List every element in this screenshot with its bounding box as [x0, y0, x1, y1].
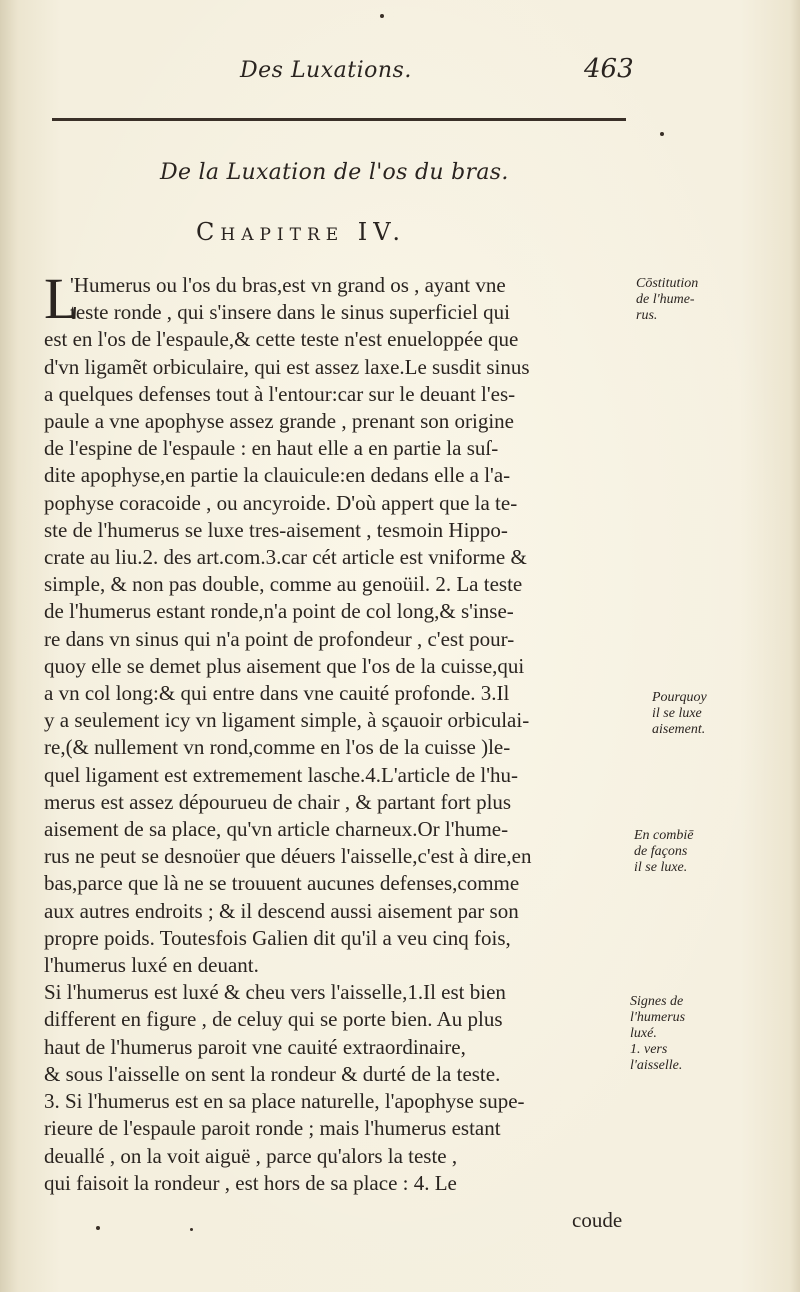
text-line: d'vn ligamẽt orbiculaire, qui est assez laxe.Le susdit sinus	[44, 354, 530, 379]
text-line: a vn col long:& qui entre dans vne cauité profonde. 3.Il	[44, 681, 510, 706]
text-line: pophyse coracoide , ou ancyroide. D'où appert que la te-	[44, 490, 518, 515]
text-line: aux autres endroits ; & il descend aussi aisement par son	[44, 898, 519, 923]
margin-note-line: Cōstitution	[636, 276, 699, 291]
text-line: rus ne peut se desnoüer que déuers l'aisselle,c'est à dire,en	[44, 844, 532, 869]
page-number: 463	[584, 54, 634, 84]
chapter-heading: Chapitre IV.	[196, 218, 407, 246]
text-line: Si l'humerus est luxé & cheu vers l'aisselle,1.Il est bien	[44, 980, 506, 1005]
text-line: qui faisoit la rondeur , est hors de sa place : 4. Le	[44, 1170, 457, 1195]
text-line: bas,parce que là ne se trouuent aucunes defenses,comme	[44, 871, 520, 896]
text-line: propre poids. Toutesfois Galien dit qu'il a veu cinq fois,	[44, 925, 511, 950]
margin-note-line: l'aisselle.	[630, 1058, 683, 1073]
text-line: 'Humerus ou l'os du bras,est vn grand os , ayant vne	[70, 273, 506, 297]
text-line: simple, & non pas double, comme au genoüil. 2. La teste	[44, 572, 523, 597]
ink-speck	[380, 14, 384, 18]
text-line: rieure de l'espaule paroit ronde ; mais l'humerus estant	[44, 1116, 501, 1141]
text-line: a quelques defenses tout à l'entour:car sur le deuant l'es-	[44, 381, 516, 406]
text-line: l'humerus luxé en deuant.	[44, 953, 259, 978]
text-line: paule a vne apophyse assez grande , prenant son origine	[44, 409, 514, 434]
margin-note-line: de l'hume-	[636, 292, 695, 307]
margin-note-line: luxé.	[630, 1026, 657, 1041]
text-line: 3. Si l'humerus est en sa place naturelle, l'apophyse supe-	[44, 1089, 525, 1114]
margin-note-en-combien	[634, 828, 693, 876]
ink-speck	[660, 132, 664, 136]
running-title: Des Luxations.	[240, 58, 412, 83]
catchword: coude	[572, 1208, 623, 1232]
text-line: y a seulement icy vn ligament simple, à sçauoir orbiculai-	[44, 708, 530, 733]
margin-note-line: Pourquoy	[652, 690, 707, 705]
text-line: aisement de sa place, qu'vn article charneux.Or l'hume-	[44, 817, 509, 842]
text-line: quoy elle se demet plus aisement que l'os de la cuisse,qui	[44, 653, 525, 678]
body-text	[44, 266, 644, 1197]
text-line: different en figure , de celuy qui se porte bien. Au plus	[44, 1007, 503, 1032]
text-line: haut de l'humerus paroit vne cauité extraordinaire,	[44, 1034, 466, 1059]
ink-speck	[190, 1228, 193, 1231]
header-rule	[52, 118, 626, 121]
text-line: re dans vn sinus qui n'a point de profondeur , c'est pour-	[44, 626, 515, 651]
margin-note-line: l'humerus	[630, 1010, 686, 1025]
margin-note-line: il se luxe	[652, 706, 702, 721]
text-line: crate au liu.2. des art.com.3.car cét article est vniforme &	[44, 545, 527, 570]
margin-note-signes	[630, 994, 685, 1074]
text-line: merus est assez dépourueu de chair , & partant fort plus	[44, 789, 512, 814]
text-line: dite apophyse,en partie la clauicule:en dedans elle a l'a-	[44, 463, 511, 488]
margin-note-line: Signes de	[630, 994, 684, 1009]
ink-speck	[96, 1226, 100, 1230]
drop-capital: L	[44, 266, 80, 331]
text-line: deuallé , on la voit aiguë , parce qu'alors la teste ,	[44, 1143, 458, 1168]
margin-note-pourquoy	[652, 690, 707, 738]
margin-note-line: aisement.	[652, 722, 706, 737]
margin-note-constitution	[636, 276, 698, 324]
text-line: quel ligament est extremement lasche.4.L'article de l'hu-	[44, 762, 519, 787]
text-line: teste ronde , qui s'insere dans le sinus superficiel qui	[70, 300, 511, 325]
margin-note-line: 1. vers	[630, 1042, 668, 1057]
text-line: re,(& nullement vn rond,comme en l'os de la cuisse )le-	[44, 735, 511, 760]
text-line: ste de l'humerus se luxe tres-aisement , tesmoin Hippo-	[44, 517, 508, 542]
margin-note-line: de façons	[634, 844, 688, 859]
text-line: & sous l'aisselle on sent la rondeur & durté de la teste.	[44, 1061, 501, 1086]
text-line: est en l'os de l'espaule,& cette teste n'est enueloppée que	[44, 327, 519, 352]
section-heading: De la Luxation de l'os du bras.	[160, 160, 509, 185]
text-line: de l'espine de l'espaule : en haut elle a en partie la suſ-	[44, 436, 499, 461]
margin-note-line: rus.	[636, 308, 658, 323]
margin-note-line: En combiē	[634, 828, 694, 843]
text-line: de l'humerus estant ronde,n'a point de col long,& s'inse-	[44, 599, 514, 624]
margin-note-line: il se luxe.	[634, 860, 688, 875]
